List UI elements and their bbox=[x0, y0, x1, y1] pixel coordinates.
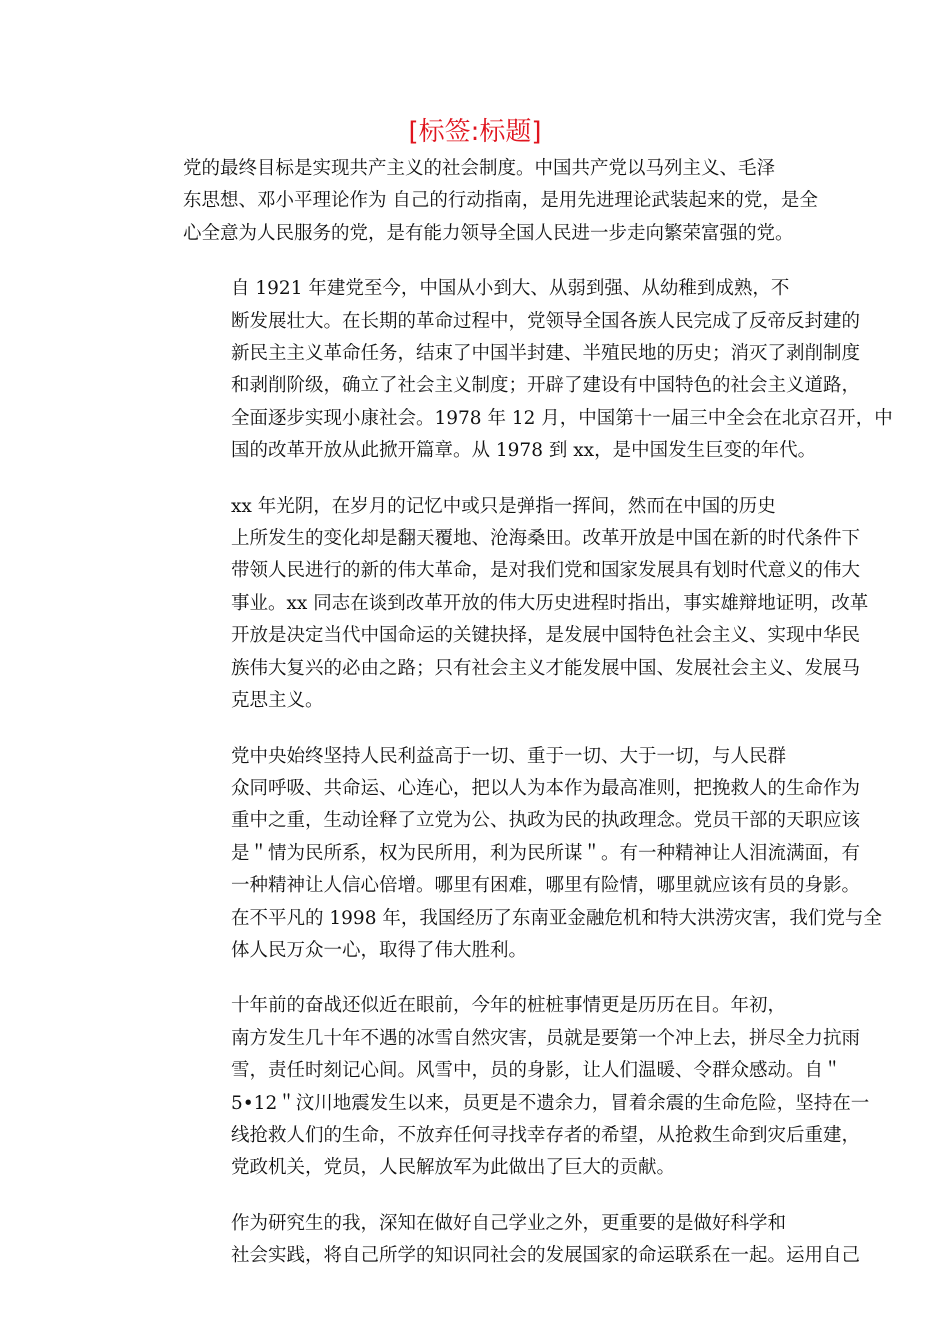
text-line: 线抢救人们的生命，不放弃任何寻找幸存者的希望，从抢救生命到灾后重建， bbox=[231, 1124, 861, 1146]
paragraph-6 bbox=[146, 1208, 861, 1273]
paragraph-3 bbox=[146, 491, 869, 718]
document-title: [标签:标题] bbox=[408, 117, 542, 147]
paragraph-4 bbox=[146, 741, 882, 968]
text-line: 体人民万众一心，取得了伟大胜利。 bbox=[231, 939, 528, 961]
text-line: 5•12＂汶川地震发生以来，员更是不遗余力，冒着余震的生命危险，坚持在一 bbox=[231, 1092, 870, 1114]
text-line: 开放是决定当代中国命运的关键抉择，是发展中国特色社会主义、实现中华民 bbox=[231, 625, 861, 647]
text-line: 上所发生的变化却是翻天覆地、沧海桑田。改革开放是中国在新的时代条件下 bbox=[231, 528, 861, 550]
paragraph-2 bbox=[146, 273, 893, 467]
text-line: 断发展壮大。在长期的革命过程中，党领导全国各族人民完成了反帝反封建的 bbox=[231, 310, 861, 332]
text-line: 重中之重，生动诠释了立党为公、执政为民的执政理念。党员干部的天职应该 bbox=[231, 810, 861, 832]
text-line: 东思想、邓小平理论作为 自己的行动指南，是用先进理论武装起来的党，是全 bbox=[183, 190, 818, 212]
text-line: 社会实践，将自己所学的知识同社会的发展国家的命运联系在一起。运用自己 bbox=[231, 1245, 861, 1267]
text-line: 国的改革开放从此掀开篇章。从 1978 到 xx，是中国发生巨变的年代。 bbox=[231, 440, 817, 462]
paragraph-1 bbox=[146, 153, 818, 250]
text-line: 克思主义。 bbox=[231, 690, 324, 712]
paragraph-5 bbox=[146, 990, 870, 1184]
text-line: 十年前的奋战还似近在眼前，今年的桩桩事情更是历历在目。年初， bbox=[231, 995, 787, 1017]
text-line: 族伟大复兴的必由之路；只有社会主义才能发展中国、发展社会主义、发展马 bbox=[231, 657, 861, 679]
text-line: 南方发生几十年不遇的冰雪自然灾害，员就是要第一个冲上去，拼尽全力抗雨 bbox=[231, 1027, 861, 1049]
text-line: xx 年光阴，在岁月的记忆中或只是弹指一挥间，然而在中国的历史 bbox=[231, 495, 776, 517]
text-line: 全面逐步实现小康社会。1978 年 12 月，中国第十一届三中全会在北京召开，中 bbox=[231, 407, 893, 429]
text-line: 一种精神让人信心倍增。哪里有困难，哪里有险情，哪里就应该有员的身影。 bbox=[231, 875, 861, 897]
text-line: 新民主主义革命任务，结束了中国半封建、半殖民地的历史；消灭了剥削制度 bbox=[231, 343, 861, 365]
text-line: 自 1921 年建党至今，中国从小到大、从弱到强、从幼稚到成熟，不 bbox=[231, 278, 790, 300]
document-body bbox=[146, 153, 893, 1273]
text-line: 党政机关，党员，人民解放军为此做出了巨大的贡献。 bbox=[231, 1157, 676, 1179]
text-line: 和剥削阶级，确立了社会主义制度；开辟了建设有中国特色的社会主义道路， bbox=[231, 375, 861, 397]
text-line: 心全意为人民服务的党，是有能力领导全国人民进一步走向繁荣富强的党。 bbox=[183, 222, 794, 244]
text-line: 众同呼吸、共命运、心连心，把以人为本作为最高准则，把挽救人的生命作为 bbox=[231, 777, 861, 799]
text-line: 雪，责任时刻记心间。风雪中，员的身影，让人们温暖、令群众感动。自＂ bbox=[231, 1060, 842, 1082]
text-line: 是＂情为民所系，权为民所用，利为民所谋＂。有一种精神让人泪流满面，有 bbox=[231, 842, 861, 864]
text-line: 在不平凡的 1998 年，我国经历了东南亚金融危机和特大洪涝灾害，我们党与全 bbox=[231, 907, 882, 929]
text-line: 党中央始终坚持人民利益高于一切、重于一切、大于一切，与人民群 bbox=[231, 745, 787, 767]
text-line: 带领人民进行的新的伟大革命，是对我们党和国家发展具有划时代意义的伟大 bbox=[231, 560, 861, 582]
text-line: 事业。xx 同志在谈到改革开放的伟大历史进程时指出，事实雄辩地证明，改革 bbox=[231, 592, 869, 614]
text-line: 作为研究生的我，深知在做好自己学业之外，更重要的是做好科学和 bbox=[231, 1212, 787, 1234]
text-line: 党的最终目标是实现共产主义的社会制度。中国共产党以马列主义、毛泽 bbox=[183, 158, 776, 179]
